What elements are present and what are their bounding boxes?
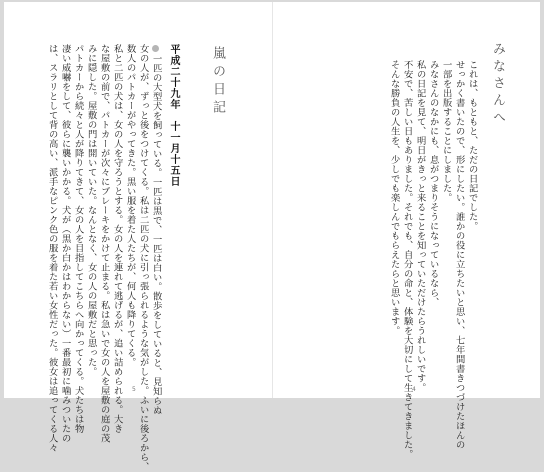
page-number: 5 (132, 386, 136, 393)
diary-line: 凄い威嚇をして、彼らに襲いかかる。犬が（黒か白かはわからない）一番最初に噛みついたの (59, 44, 71, 443)
diary-line: は、スラリとして背の高い、派手なピンク色の服を着た若い女性だった。彼女は追ってくる人々 (46, 44, 58, 453)
page-gutter (272, 2, 273, 398)
diary-title: 嵐の日記 (210, 46, 225, 118)
diary-line: みに隠した。屋敷の門は開いていた。なんとなく、女の人の屋敷だと思った。 (85, 44, 97, 377)
diary-line: な屋敷の前で、パトカーが次々にブレーキをかけて止まる。私は急いで女の人を屋敷の庭の茂 (98, 44, 110, 443)
diary-line: パトカーから続々と人が降りてきて、女の人を目指してこちらへ向かってくる。犬たちは物 (72, 44, 84, 434)
preface-line: 私の日記を見て、明日がきっと来ることを知っていただけたらうれしいです。 (414, 60, 426, 393)
diary-line: 女の人が、ずっと後をつけてくる。私は二匹の犬に引っ張られるような気がした。ふいに後ろから、 (137, 44, 149, 472)
diary-line: 数人のパトカーがやってきた。黒い服を着た人たちが、何人も降りてくる。 (124, 44, 136, 367)
diary-line: 一匹の大型犬を飼っている。一匹は黒で、一匹は白い。散歩をしていると、見知らぬ (150, 54, 162, 415)
diary-line: 私と二匹の犬は、女の人を守ろうとする。女の人を連れて逃げるが、追い詰められる。大き (111, 44, 123, 434)
paragraph-marker (152, 45, 159, 52)
preface-line: 一部を出版することにしました。 (440, 60, 452, 203)
preface-line: これは、もともと、ただの日記でした。 (466, 60, 478, 231)
preface-line: 不安で、苦しい日もありました。それでも、自分の命と、体験を大切にして生きてきました。 (401, 60, 413, 459)
preface-heading: みなさんへ (490, 42, 505, 127)
book-spread (4, 2, 540, 472)
preface-line: そんな勝負の人生を、少しでも楽しんでもらえたらと思います。 (388, 60, 400, 336)
preface-line: みなさんのなかにも、息がつまりそうになっているなら、 (427, 60, 439, 307)
preface-line: せっかく書いたので、形にしたい。誰かの役に立ちたいと思い、七年間書きつづけたほんの (453, 60, 465, 450)
entry-date: 平成二十九年 十一月十五日 (168, 44, 179, 187)
page-number: 4 (412, 386, 416, 393)
